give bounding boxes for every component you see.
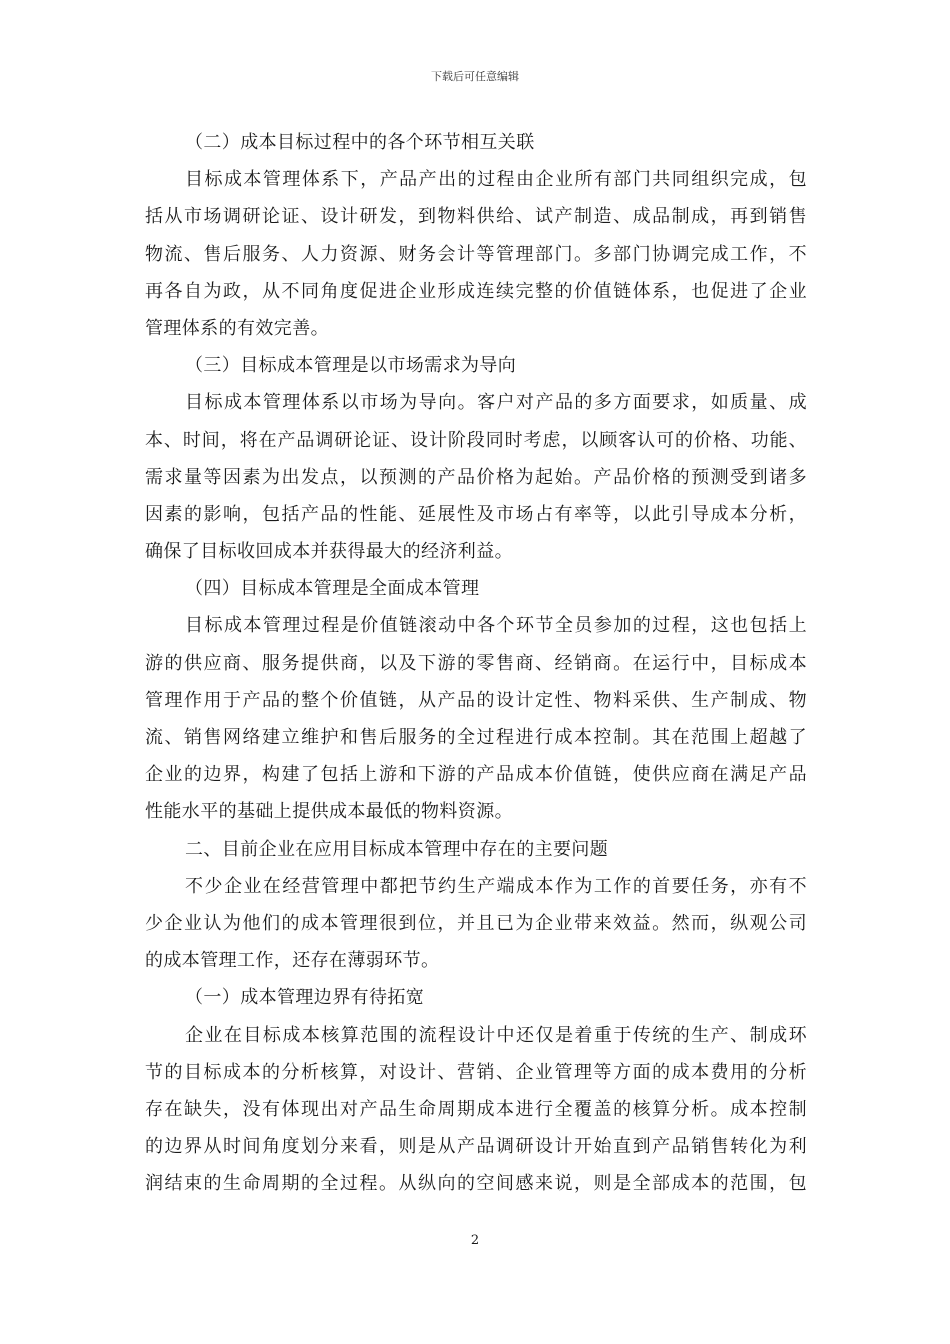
paragraph-line: 目标成本管理过程是价值链滚动中各个环节全员参加的过程，这也包括上: [185, 615, 807, 637]
paragraph-line: 企业在目标成本核算范围的流程设计中还仅是着重于传统的生产、制成环: [185, 1024, 807, 1046]
paragraph-line: 存在缺失，没有体现出对产品生命周期成本进行全覆盖的核算分析。成本控制: [145, 1098, 807, 1120]
paragraph-line: 物流、售后服务、人力资源、财务会计等管理部门。多部门协调完成工作，不: [145, 243, 807, 265]
page-number: 2: [470, 1233, 480, 1248]
section-heading: （二）成本目标过程中的各个环节相互关联: [185, 132, 535, 153]
paragraph-line: 目标成本管理体系下，产品产出的过程由企业所有部门共同组织完成，包: [185, 169, 807, 191]
section-heading: （三）目标成本管理是以市场需求为导向: [185, 355, 517, 377]
paragraph-line: 游的供应商、服务提供商，以及下游的零售商、经销商。在运行中，目标成本: [145, 652, 807, 674]
paragraph-line: 括从市场调研论证、设计研发，到物料供给、试产制造、成品制成，再到销售: [145, 206, 807, 228]
paragraph-line: 节的目标成本的分析核算，对设计、营销、企业管理等方面的成本费用的分析: [145, 1061, 807, 1083]
paragraph-line: 再各自为政，从不同角度促进企业形成连续完整的价值链体系，也促进了企业: [145, 280, 807, 302]
paragraph-line: 因素的影响，包括产品的性能、延展性及市场占有率等，以此引导成本分析，: [145, 503, 807, 525]
paragraph-line: 目标成本管理体系以市场为导向。客户对产品的多方面要求，如质量、成: [185, 392, 807, 414]
paragraph-line: 润结束的生命周期的全过程。从纵向的空间感来说，则是全部成本的范围，包: [145, 1173, 807, 1195]
section-heading: （四）目标成本管理是全面成本管理: [185, 578, 480, 600]
paragraph-line: 少企业认为他们的成本管理很到位，并且已为企业带来效益。然而，纵观公司: [145, 912, 807, 934]
paragraph-line: 企业的边界，构建了包括上游和下游的产品成本价值链，使供应商在满足产品: [145, 764, 807, 786]
paragraph-line: 需求量等因素为出发点，以预测的产品价格为起始。产品价格的预测受到诸多: [145, 466, 807, 488]
paragraph-line: 管理作用于产品的整个价值链，从产品的设计定性、物料采供、生产制成、物: [145, 689, 807, 711]
paragraph-line: 的成本管理工作，还存在薄弱环节。: [145, 950, 440, 972]
document-body: [145, 124, 807, 1202]
paragraph-line: 本、时间，将在产品调研论证、设计阶段同时考虑，以顾客认可的价格、功能、: [145, 429, 807, 451]
section-heading: 二、目前企业在应用目标成本管理中存在的主要问题: [185, 838, 609, 860]
paragraph-line: 管理体系的有效完善。: [145, 317, 329, 339]
paragraph-line: 不少企业在经营管理中都把节约生产端成本作为工作的首要任务，亦有不: [185, 875, 807, 897]
paragraph-line: 流、销售网络建立维护和售后服务的全过程进行成本控制。其在范围上超越了: [145, 727, 807, 748]
paragraph-line: 的边界从时间角度划分来看，则是从产品调研设计开始直到产品销售转化为利: [145, 1136, 807, 1158]
page-header: 下载后可任意编辑: [431, 70, 519, 83]
section-heading: （一）成本管理边界有待拓宽: [185, 987, 425, 1009]
paragraph-line: 确保了目标收回成本并获得最大的经济利益。: [145, 541, 513, 563]
paragraph-line: 性能水平的基础上提供成本最低的物料资源。: [145, 801, 513, 823]
